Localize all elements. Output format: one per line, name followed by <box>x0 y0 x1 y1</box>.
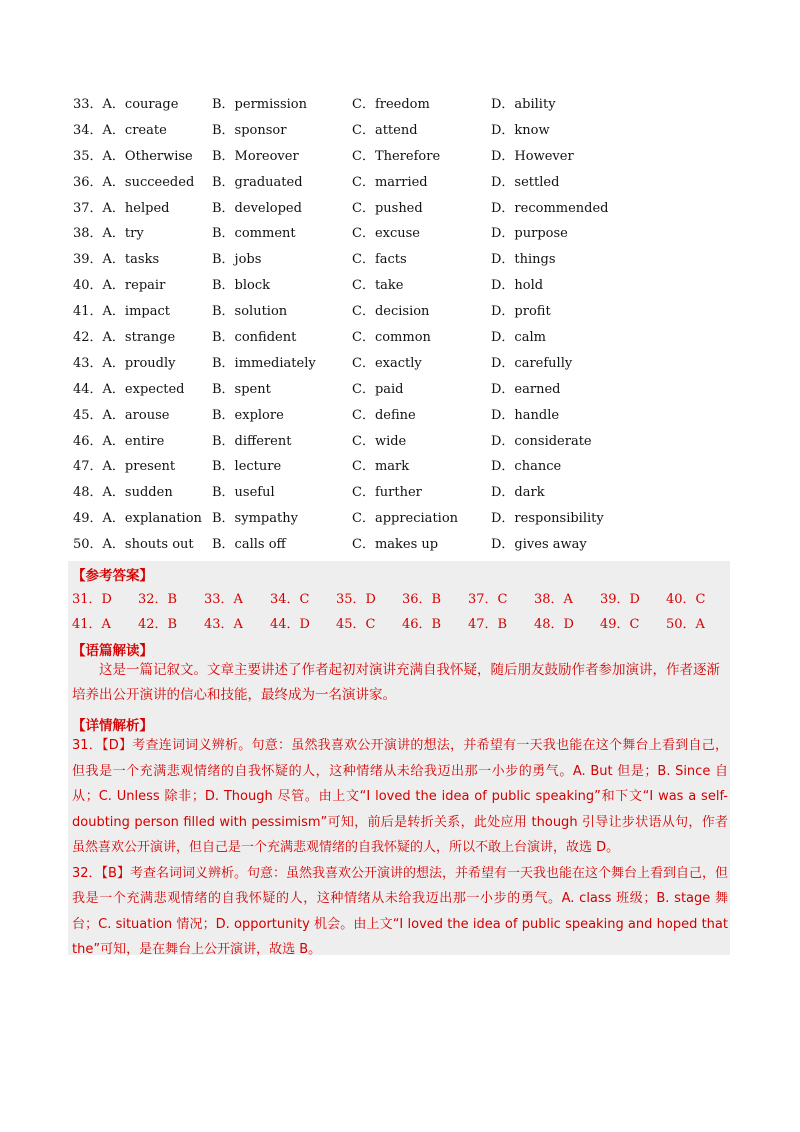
option-a <box>73 429 164 455</box>
option-c: C．wide <box>352 433 407 449</box>
option-c: C．married <box>352 174 428 190</box>
option-a <box>73 480 173 506</box>
option-row <box>73 144 733 170</box>
option-d: D．recommended <box>491 200 609 216</box>
option-b: B．explore <box>212 407 284 423</box>
option-row <box>73 532 733 558</box>
question-number: 45． <box>73 407 103 423</box>
option-d: D．settled <box>491 174 560 190</box>
option-c: C．take <box>352 278 404 294</box>
option-d: D．However <box>491 148 574 164</box>
option-a-text: A．try <box>102 226 144 242</box>
option-b: B．block <box>212 278 271 294</box>
answer-item: 50．A <box>666 617 705 632</box>
question-number: 49． <box>73 511 103 527</box>
option-b: B．sponsor <box>212 122 287 138</box>
option-a-text: A．tasks <box>102 252 160 268</box>
option-a-text: A．shouts out <box>102 537 194 553</box>
answer-item: 48．D <box>534 617 574 632</box>
option-a <box>73 118 167 144</box>
option-b: B．Moreover <box>212 148 299 164</box>
answer-item: 39．D <box>600 592 640 607</box>
option-a <box>73 92 178 118</box>
option-a-text: A．helped <box>102 200 170 216</box>
option-a <box>73 325 175 351</box>
option-c: C．Therefore <box>352 148 441 164</box>
detail-body <box>72 733 728 963</box>
question-number: 40． <box>73 278 103 294</box>
option-d: D．know <box>491 122 550 138</box>
option-c: C．exactly <box>352 355 422 371</box>
answer-item: 38．A <box>534 592 573 607</box>
option-c: C．excuse <box>352 226 420 242</box>
option-row <box>73 403 733 429</box>
answer-item: 34．C <box>270 592 310 607</box>
option-a <box>73 454 175 480</box>
option-a <box>73 377 185 403</box>
question-number: 46． <box>73 433 103 449</box>
answer-item: 49．C <box>600 617 640 632</box>
option-a-text: A．repair <box>102 278 166 294</box>
answer-item: 46．B <box>402 617 442 632</box>
option-a <box>73 221 144 247</box>
option-b: B．calls off <box>212 537 286 553</box>
option-a-text: A．entire <box>102 433 165 449</box>
option-b: B．sympathy <box>212 511 298 527</box>
question-number: 44． <box>73 381 103 397</box>
answers-row-1 <box>72 588 722 610</box>
option-a <box>73 403 169 429</box>
option-a-text: A．impact <box>102 304 170 320</box>
option-a <box>73 273 165 299</box>
answers-title: 【参考答案】 <box>72 568 153 584</box>
option-c: C．facts <box>352 252 407 268</box>
option-a-text: A．arouse <box>102 407 170 423</box>
option-a <box>73 532 194 558</box>
option-b: B．permission <box>212 97 307 112</box>
option-row <box>73 325 733 351</box>
option-b: B．immediately <box>212 355 316 371</box>
option-d: D．responsibility <box>491 511 604 527</box>
option-a-text: A．present <box>102 459 176 475</box>
question-number: 35． <box>73 148 103 164</box>
answer-section <box>68 561 730 955</box>
option-c: C．makes up <box>352 537 439 553</box>
option-a <box>73 196 170 222</box>
answer-item: 37．C <box>468 592 508 607</box>
option-a-text: A．succeeded <box>102 174 195 190</box>
option-b: B．solution <box>212 304 288 320</box>
option-d: D．chance <box>491 459 562 475</box>
option-row <box>73 454 733 480</box>
question-number: 48． <box>73 485 103 501</box>
question-number: 41． <box>73 304 103 320</box>
option-row <box>73 273 733 299</box>
option-b: B．jobs <box>212 252 262 268</box>
option-c: C．pushed <box>352 200 423 216</box>
option-d: D．handle <box>491 407 560 423</box>
option-b: B．graduated <box>212 174 303 190</box>
option-b: B．comment <box>212 226 296 242</box>
option-row <box>73 480 733 506</box>
option-d: D．things <box>491 252 556 268</box>
option-d: D．purpose <box>491 226 568 242</box>
question-number: 38． <box>73 226 103 242</box>
question-number: 47． <box>73 459 103 475</box>
answer-item: 42．B <box>138 617 178 632</box>
question-number: 50． <box>73 537 103 553</box>
answer-item: 44．D <box>270 617 310 632</box>
option-a-text: A．Otherwise <box>102 148 193 164</box>
summary-paragraph: 这是一篇记叙文。文章主要讲述了作者起初对演讲充满自我怀疑，随后朋友鼓励作者参加演讲，作者逐渐培养出公开演讲的信心和技能，最终成为一名演讲家。 <box>72 662 720 703</box>
answer-item: 43．A <box>204 617 243 632</box>
option-a <box>73 299 170 325</box>
option-b: B．confident <box>212 330 297 346</box>
detail-31: 31．【D】考查连词词义辨析。句意：虽然我喜欢公开演讲的想法，并希望有一天我也能在这个舞台上看到自己，但我是一个充满悲观情绪的自我怀疑的人，这种情绪从未给我迈出那一小步的勇气。A. But 但是；B. Since 自从；C. Unless 除非；D. Though 尽管。由上文“I loved the idea of public speaking”和下文“I was a self-doubting person filled with pessimism”可知，前后是转折关系，此处应用 though 引导让步状语从句，作者虽然喜欢公开演讲，但自己是一个充满悲观情绪的自我怀疑的人，所以不敢上台演讲，故选 D。 <box>72 738 728 855</box>
answer-item: 32．B <box>138 592 178 607</box>
option-b: B．useful <box>212 485 275 501</box>
answer-item: 45．C <box>336 617 376 632</box>
option-d: D．hold <box>491 278 544 294</box>
option-b: B．different <box>212 433 292 449</box>
option-row <box>73 351 733 377</box>
question-number: 37． <box>73 200 103 216</box>
option-a-text: A．expected <box>102 381 185 397</box>
option-row <box>73 221 733 247</box>
detail-32: 32．【B】考查名词词义辨析。句意：虽然我喜欢公开演讲的想法，并希望有一天我也能在这个舞台上看到自己，但我是一个充满悲观情绪的自我怀疑的人，这种情绪从未给我迈出那一小步的勇气。A. class 班级；B. stage 舞台；C. situation 情况；D. opportunity 机会。由上文“I loved the idea of public speaking and hoped that the”可知，是在舞台上公开演讲，故选 B。 <box>72 865 728 957</box>
option-d: D．profit <box>491 304 551 320</box>
answers-row-2 <box>72 613 722 635</box>
option-c: C．decision <box>352 304 430 320</box>
option-a <box>73 170 194 196</box>
option-d: D．calm <box>491 330 546 346</box>
option-a-text: A．create <box>102 122 167 138</box>
option-row <box>73 299 733 325</box>
answer-item: 40．C <box>666 592 706 607</box>
answer-item: 33．A <box>204 592 243 607</box>
question-number: 39． <box>73 252 103 268</box>
option-a-text: A．proudly <box>102 355 176 371</box>
answer-item: 31．D <box>72 592 112 607</box>
option-d: D．carefully <box>491 355 573 371</box>
option-a-text: A．strange <box>102 330 176 346</box>
question-number: 34． <box>73 122 103 138</box>
option-a-text: A．courage <box>102 97 179 112</box>
question-number: 42． <box>73 330 103 346</box>
options-list <box>73 92 733 558</box>
option-c: C．further <box>352 485 422 501</box>
question-number: 33． <box>73 97 103 112</box>
option-a-text: A．explanation <box>102 511 202 527</box>
summary-text <box>72 658 724 708</box>
summary-title: 【语篇解读】 <box>72 643 153 659</box>
option-d: D．ability <box>491 97 556 112</box>
option-a <box>73 247 159 273</box>
option-row <box>73 506 733 532</box>
option-row <box>73 247 733 273</box>
option-c: C．define <box>352 407 416 423</box>
answer-item: 41．A <box>72 617 111 632</box>
option-d: D．gives away <box>491 537 587 553</box>
option-c: C．attend <box>352 122 418 138</box>
option-a <box>73 351 176 377</box>
option-d: D．earned <box>491 381 561 397</box>
detail-title: 【详情解析】 <box>72 718 153 734</box>
option-row <box>73 429 733 455</box>
option-a <box>73 506 202 532</box>
option-b: B．lecture <box>212 459 282 475</box>
answer-item: 47．B <box>468 617 508 632</box>
option-c: C．freedom <box>352 97 430 112</box>
option-c: C．appreciation <box>352 511 459 527</box>
option-d: D．considerate <box>491 433 592 449</box>
option-row <box>73 377 733 403</box>
answer-item: 35．D <box>336 592 376 607</box>
option-row <box>73 118 733 144</box>
option-b: B．developed <box>212 200 302 216</box>
question-number: 43． <box>73 355 103 371</box>
option-b: B．spent <box>212 381 271 397</box>
question-number: 36． <box>73 174 103 190</box>
option-a <box>73 144 193 170</box>
option-c: C．common <box>352 330 431 346</box>
option-a-text: A．sudden <box>102 485 173 501</box>
option-row <box>73 196 733 222</box>
option-row <box>73 170 733 196</box>
option-row <box>73 92 733 118</box>
option-c: C．mark <box>352 459 410 475</box>
option-c: C．paid <box>352 381 404 397</box>
answer-item: 36．B <box>402 592 442 607</box>
option-d: D．dark <box>491 485 545 501</box>
